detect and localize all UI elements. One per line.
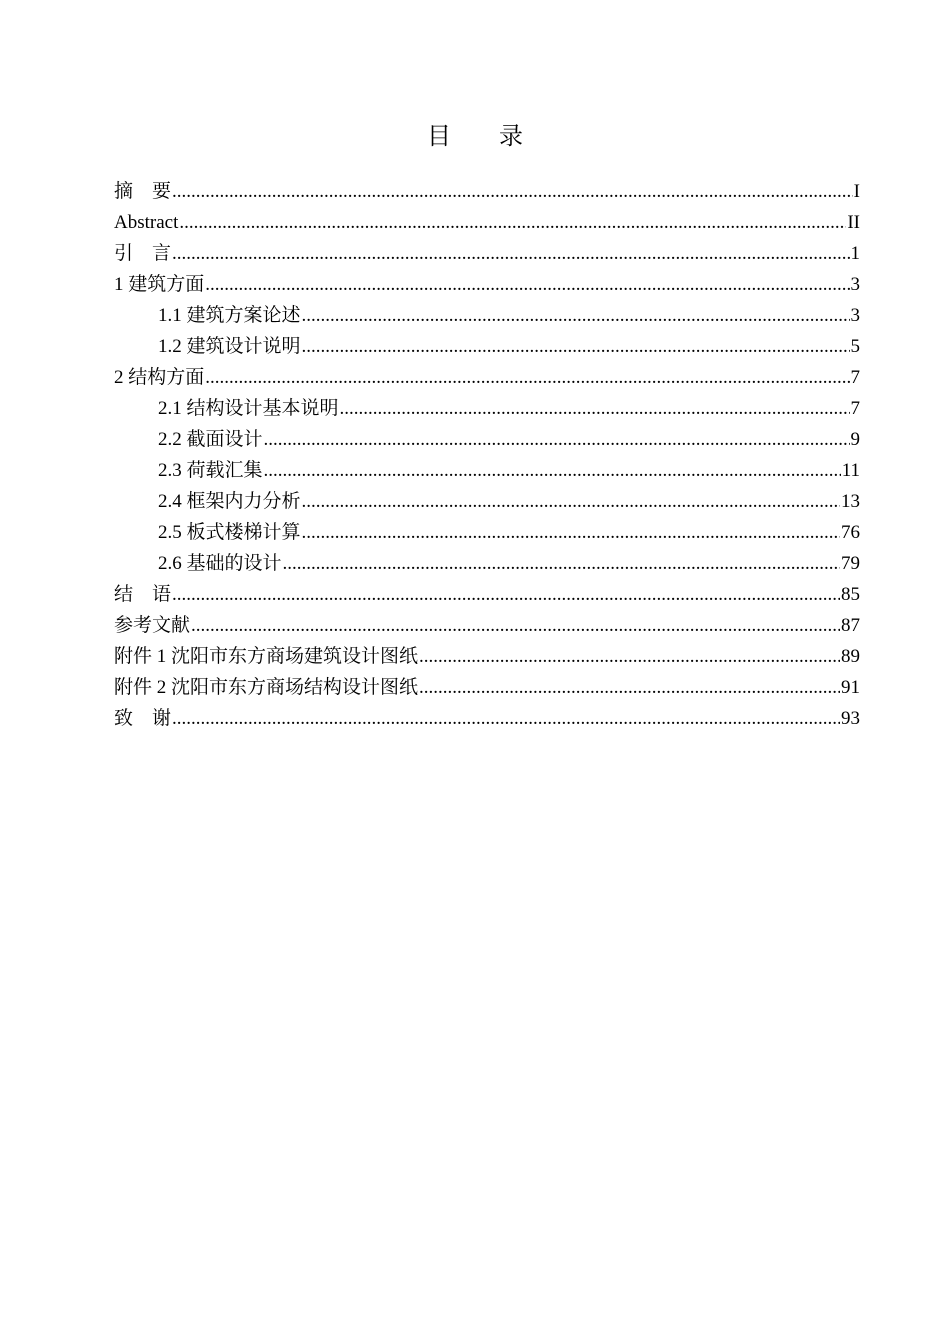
- page-title: 目 录: [427, 122, 523, 150]
- toc-leader-dots: [191, 610, 840, 641]
- toc-entry-section-2-3[interactable]: [114, 455, 860, 486]
- toc-leader-dots: [302, 517, 840, 548]
- toc-entry-label: 2.6 基础的设计: [158, 553, 282, 574]
- toc-entry-label: 结 语: [114, 584, 172, 605]
- toc-leader-dots: [283, 548, 840, 579]
- toc-entry-label: 引 言: [114, 243, 172, 264]
- toc-entry-label: 2.3 荷载汇集: [158, 460, 263, 481]
- toc-leader-dots: [302, 300, 850, 331]
- toc-entry-label: 2.5 板式楼梯计算: [158, 522, 301, 543]
- toc-entry-label: 1 建筑方面: [114, 274, 205, 295]
- toc-entry-page: 11: [841, 460, 860, 481]
- toc-entry-page: 87: [841, 615, 860, 636]
- toc-leader-dots: [340, 393, 850, 424]
- toc-entry-label: 附件 1 沈阳市东方商场建筑设计图纸: [114, 646, 419, 667]
- toc-leader-dots: [419, 641, 840, 672]
- toc-entry-section-1-2[interactable]: [114, 331, 860, 362]
- toc-entry-page: II: [847, 212, 860, 233]
- toc-leader-dots: [179, 207, 846, 238]
- toc-entry-page: 5: [850, 336, 860, 357]
- toc-entry-label: 致 谢: [114, 708, 172, 729]
- toc-entry-label: 2 结构方面: [114, 367, 205, 388]
- toc-leader-dots: [172, 579, 840, 610]
- toc-entry-label: 附件 2 沈阳市东方商场结构设计图纸: [114, 677, 419, 698]
- toc-leader-dots: [172, 176, 853, 207]
- toc-leader-dots: [172, 703, 840, 734]
- toc-entry-page: 89: [841, 646, 860, 667]
- toc-entry-page: 7: [850, 398, 860, 419]
- toc-entry-page: 76: [841, 522, 860, 543]
- toc-leader-dots: [205, 362, 849, 393]
- toc-entry-introduction[interactable]: [114, 238, 860, 269]
- table-of-contents: [114, 176, 860, 734]
- toc-entry-page: 91: [841, 677, 860, 698]
- toc-entry-appendix-2[interactable]: [114, 672, 860, 703]
- toc-leader-dots: [302, 331, 850, 362]
- toc-leader-dots: [205, 269, 849, 300]
- toc-entry-abstract-en[interactable]: [114, 207, 860, 238]
- toc-entry-page: 93: [841, 708, 860, 729]
- toc-entry-section-2-4[interactable]: [114, 486, 860, 517]
- toc-entry-appendix-1[interactable]: [114, 641, 860, 672]
- toc-entry-acknowledgements[interactable]: [114, 703, 860, 734]
- toc-entry-references[interactable]: [114, 610, 860, 641]
- toc-entry-label: 2.1 结构设计基本说明: [158, 398, 339, 419]
- toc-entry-section-2-2[interactable]: [114, 424, 860, 455]
- toc-entry-page: 85: [841, 584, 860, 605]
- toc-entry-label: 1.2 建筑设计说明: [158, 336, 301, 357]
- toc-leader-dots: [419, 672, 840, 703]
- toc-entry-section-1-1[interactable]: [114, 300, 860, 331]
- toc-entry-section-2-5[interactable]: [114, 517, 860, 548]
- toc-entry-page: 3: [850, 274, 860, 295]
- toc-entry-label: 参考文献: [114, 615, 191, 636]
- toc-entry-section-2-6[interactable]: [114, 548, 860, 579]
- toc-entry-abstract-cn[interactable]: [114, 176, 860, 207]
- toc-entry-page: 3: [850, 305, 860, 326]
- toc-entry-label: 1.1 建筑方案论述: [158, 305, 301, 326]
- toc-entry-page: 7: [850, 367, 860, 388]
- toc-entry-page: 9: [850, 429, 860, 450]
- toc-entry-page: 13: [841, 491, 860, 512]
- toc-leader-dots: [302, 486, 840, 517]
- toc-leader-dots: [264, 455, 841, 486]
- toc-entry-conclusion[interactable]: [114, 579, 860, 610]
- toc-entry-chapter-1[interactable]: [114, 269, 860, 300]
- toc-leader-dots: [264, 424, 850, 455]
- toc-entry-label: Abstract: [114, 212, 179, 233]
- toc-entry-section-2-1[interactable]: [114, 393, 860, 424]
- toc-entry-chapter-2[interactable]: [114, 362, 860, 393]
- toc-entry-page: I: [853, 181, 860, 202]
- toc-entry-label: 摘 要: [114, 181, 172, 202]
- toc-entry-label: 2.4 框架内力分析: [158, 491, 301, 512]
- toc-entry-page: 1: [850, 243, 860, 264]
- toc-entry-label: 2.2 截面设计: [158, 429, 263, 450]
- toc-leader-dots: [172, 238, 849, 269]
- toc-entry-page: 79: [841, 553, 860, 574]
